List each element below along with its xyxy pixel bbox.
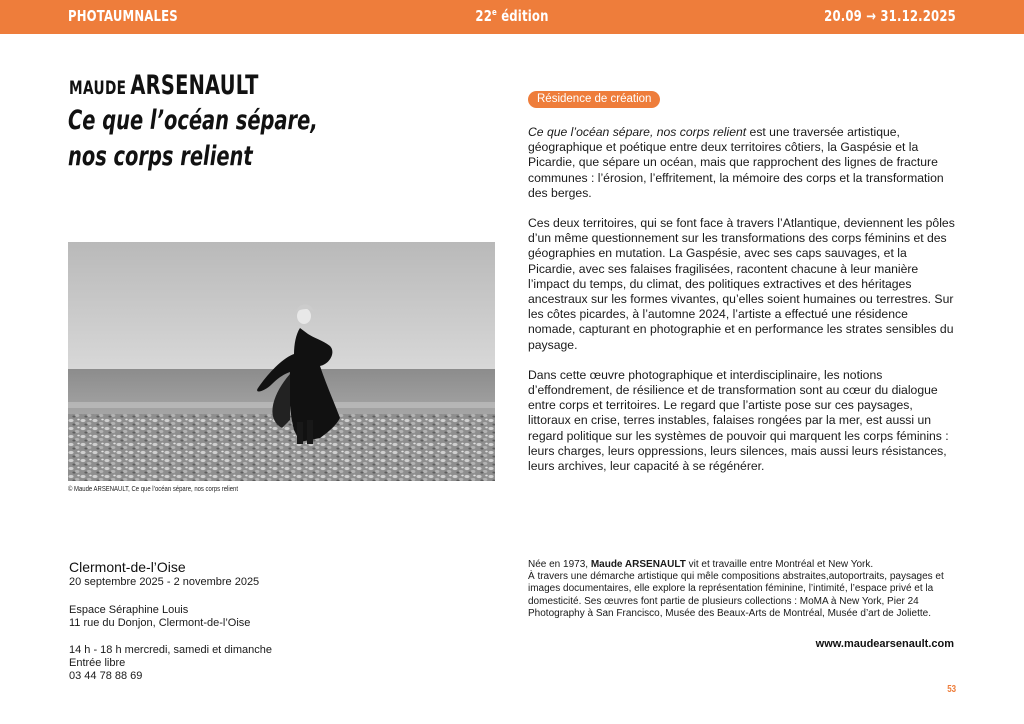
edition-label — [475, 7, 548, 25]
paragraph-1-title: Ce que l’océan sépare, nos corps relient — [528, 125, 747, 139]
venue-city: Clermont-de-l’Oise — [69, 559, 186, 575]
edition-suffix: e — [492, 8, 497, 18]
body-text — [528, 125, 956, 489]
edition-number: 22 — [475, 7, 493, 25]
paragraph-1 — [528, 125, 956, 201]
artist-name — [69, 70, 259, 101]
venue-hours: 14 h - 18 h mercredi, samedi et dimanche — [69, 644, 272, 656]
page-number: 53 — [947, 684, 956, 695]
artist-first-name: MAUDE — [69, 77, 127, 99]
artist-last-name: ARSENAULT — [130, 70, 259, 101]
venue-info — [69, 559, 369, 683]
photo-caption: © Maude ARSENAULT, Ce que l’océan sépare, nos corps relient — [68, 486, 238, 493]
work-title-line-2: nos corps relient — [68, 141, 253, 172]
venue-address: 11 rue du Donjon, Clermont-de-l’Oise — [69, 617, 251, 629]
artwork-photo — [68, 242, 495, 481]
paragraph-2: Ces deux territoires, qui se font face à travers l’Atlantique, deviennent les pôles d’un même questionnement sur les transformations des corps féminins et des géographies en mutation. La Gaspésie, avec ses caps sauvages, et la Picardie, avec ses falaises fragilisées, racontent chacune à leur manière l’impact du temps, du climat, des politiques extractives et des héritages ancestraux sur les formes vivantes, qu’elles soient humaines ou terrestres. Sur les côtes picardes, à l’automne 2024, l’artiste a effectué une résidence nomade, capturant en photographie et en performance les strates sensibles du paysage. — [528, 216, 955, 352]
bio-intro-end: vit et travaille entre Montréal et New York. — [685, 559, 874, 570]
edition-word: édition — [501, 7, 549, 25]
residency-badge: Résidence de création — [528, 91, 660, 108]
bio-intro — [528, 559, 958, 571]
paragraph-1-text: est une traversée artistique, géographique et poétique entre deux territoires côtiers, la Gaspésie et la Picardie, que sépare un océan, mais que rapprochent des lignes de fracture communes : l’érosion, l’effritement, la mémoire des corps et la transformation des berges. — [528, 125, 944, 200]
beach-figure-photo — [68, 242, 495, 481]
artist-website-link[interactable]: www.maudearsenault.com — [815, 638, 954, 650]
header-bar — [0, 0, 1024, 34]
work-title-line-1: Ce que l’océan sépare, — [68, 105, 318, 136]
festival-dates: 20.09 → 31.12.2025 — [824, 7, 956, 25]
festival-name: PHOTAUMNALES — [68, 7, 178, 25]
bio-intro-start: Née en 1973, — [528, 559, 591, 570]
work-title — [68, 103, 318, 175]
venue-space-name: Espace Séraphine Louis — [69, 604, 189, 616]
paragraph-3: Dans cette œuvre photographique et interdisciplinaire, les notions d’effondrement, de résilience et de transformation sont au cœur du dialogue entre corps et territoires. Le regard que l’artiste pose sur ces paysages, littoraux en crise, terres instables, falaises rongées par la mer, est aussi un regard politique sur les systèmes de pouvoir qui marquent les corps féminins : leurs charges, leurs oppressions, leurs silences, mais aussi leurs résistances, leurs archives, leur capacité à se régénérer. — [528, 367, 949, 474]
venue-dates: 20 septembre 2025 - 2 novembre 2025 — [69, 576, 260, 588]
venue-phone: 03 44 78 88 69 — [69, 670, 143, 682]
artist-bio — [528, 559, 958, 620]
bio-text: À travers une démarche artistique qui mêle compositions abstraites,autoportraits, paysages et images documentaires, elle explore la représentation féminine, l’intimité, l’espace privé et la domesticité. Ses œuvres font partie de plusieurs collections : MoMA à New York, Pier 24 Photography à San Francisco, Musée des Beaux-Arts de Montréal, Musée d’art de Joliette. — [528, 571, 944, 619]
bio-artist-name: Maude ARSENAULT — [590, 559, 686, 570]
venue-entry: Entrée libre — [69, 657, 126, 669]
